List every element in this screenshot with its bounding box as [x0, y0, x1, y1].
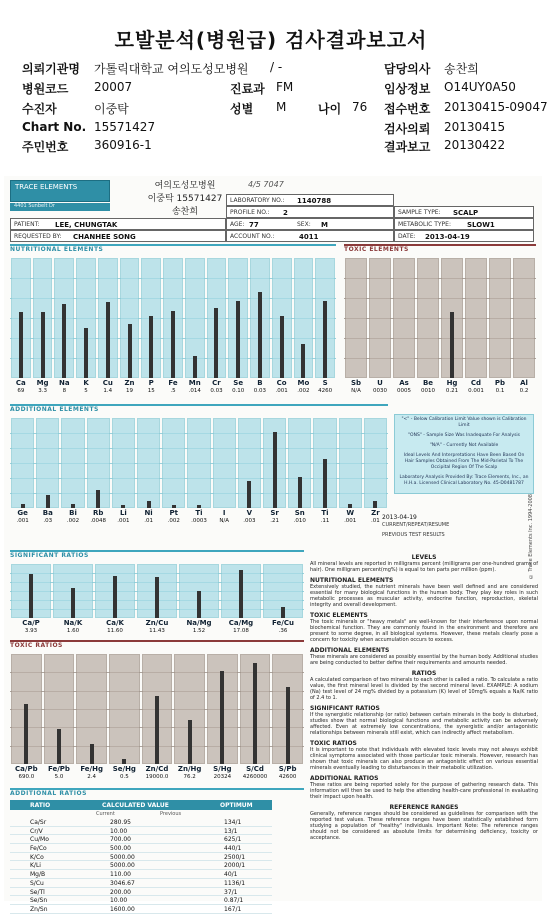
profile-row: PROFILE NO.: 2 [226, 206, 394, 218]
value-label: .010 [293, 518, 306, 524]
chart-bar [197, 505, 201, 508]
text-paragraph: These minerals are considered as possibly essential by the human body. Additional studies are being conducted to better define their requirements and amounts needed. [310, 654, 538, 666]
text-paragraph: If the synergistic relationship (or ratio) between certain minerals in the body is disturbed, studies show that normal biological functions and metabolic activity can be adversely affected. Even at extremely low concentrations, the synergistic and/or antagonistic relationships between minerals still exist, which can indirectly affect metabolism. [310, 712, 538, 736]
chart-bar [253, 663, 257, 764]
value-label: 5 [84, 388, 88, 394]
previous-label: PREVIOUS TEST RESULTS [382, 532, 445, 538]
section-toxic: TOXIC ELEMENTS [344, 244, 536, 252]
category-label: Rb [92, 509, 104, 517]
category-label: Na [59, 379, 70, 387]
category-label: Fe/Hg [80, 765, 103, 773]
category-label: Hg [446, 379, 458, 387]
text-heading: LEVELS [411, 554, 437, 561]
category-label: Mo [297, 379, 310, 387]
category-label: Ca/P [22, 619, 40, 627]
chart-bar [188, 720, 192, 764]
value-label: 2.4 [87, 774, 97, 780]
chart-column [112, 418, 135, 508]
category-label: P [148, 379, 154, 387]
chart-bar [247, 481, 251, 508]
category-label: Na/K [63, 619, 83, 627]
text-heading: ADDITIONAL RATIOS [310, 775, 379, 782]
value-label: .002 [167, 518, 180, 524]
label-sex: 성별 [230, 102, 254, 116]
value-label: 0.001 [468, 388, 484, 394]
chart-bar [450, 312, 454, 378]
value-label: .001 [275, 388, 288, 394]
lab-address: 4401 Sunbelt Dr [10, 203, 110, 211]
category-label: Ba [42, 509, 53, 517]
chart-bar [62, 304, 66, 378]
table-cell: 500.00 [110, 845, 131, 853]
chart-bar [24, 704, 28, 765]
category-label: S/Pb [278, 765, 297, 773]
category-label: Li [119, 509, 127, 517]
label-dept: 진료과 [230, 82, 265, 96]
nutritional-chart [10, 254, 336, 396]
value-label: 69 [17, 388, 25, 394]
text-paragraph: A calculated comparison of two minerals to each other is called a ratio. To calculate a ratio value, the first mineral level is divided by the second mineral level. EXAMPLE: A sodium (Na) test level of 24 mg% divided by a potassium (K) level of 10mg% equals a Na/K ratio of 2.4 to 1. [310, 677, 538, 701]
chart-bar [323, 301, 327, 378]
value-label: 0.5 [119, 774, 129, 780]
chart-bar [155, 696, 159, 764]
category-label: Ge [17, 509, 28, 517]
label-clinical-info: 임상정보 [384, 82, 431, 96]
category-label: Pt [169, 509, 179, 517]
value-label: 19000.0 [145, 774, 169, 780]
value-label: 11.43 [149, 628, 165, 634]
chart-bar [197, 591, 201, 618]
value-label: 0.03 [210, 388, 223, 394]
text-heading: TOXIC RATIOS [310, 740, 357, 747]
chart-bar [106, 302, 110, 378]
value-label: .002 [297, 388, 310, 394]
sample-row: SAMPLE TYPE: SCALP [394, 206, 534, 218]
chart-bar [113, 576, 117, 618]
value-label: 0.1 [495, 388, 505, 394]
table-row [10, 870, 272, 879]
table-cell: Zn/Sn [30, 905, 48, 913]
table-cell: S/Cu [30, 879, 44, 887]
value-label: .01 [371, 518, 380, 524]
category-label: Fe [168, 379, 178, 387]
category-label: Bi [69, 509, 77, 517]
chart-bar [301, 344, 305, 378]
age-sex-row: AGE: 77 SEX: M [226, 218, 394, 230]
table-cell: 110.00 [110, 871, 131, 879]
chart-bar [41, 312, 45, 378]
category-label: U [377, 379, 383, 387]
chart-bar [373, 501, 377, 508]
value-label: 4260000 [242, 774, 268, 780]
table-cell: 10.00 [110, 827, 128, 835]
category-label: S/Hg [213, 765, 232, 773]
category-label: K [83, 379, 89, 387]
label-doctor: 담당의사 [384, 62, 431, 76]
label-report-date: 결과보고 [384, 140, 431, 154]
table-cell: 2500/1 [224, 853, 246, 861]
table-cell: 625/1 [224, 836, 242, 844]
table-cell: 5000.00 [110, 862, 135, 870]
table-cell: Cu/Mo [30, 836, 49, 844]
label-patient: 수진자 [22, 102, 57, 116]
chart-column [364, 418, 387, 508]
category-label: Zn/Cd [145, 765, 169, 773]
value-label: 76.2 [183, 774, 196, 780]
value-label: N/A [351, 388, 361, 394]
text-paragraph: Generally, reference ranges should be considered as guidelines for comparison with the reported test values. These reference ranges have been statistically established form studying a population of "healthy" individuals. Important Note: The reference ranges should not be considered as absolute limits for determining deficiency, toxicity or acceptance. [310, 811, 538, 841]
table-cell: Cr/V [30, 827, 43, 835]
value-label: 4260 [318, 388, 333, 394]
value-age: 76 [352, 100, 368, 114]
chart-column [109, 654, 140, 764]
table-cell: 3046.67 [110, 879, 135, 887]
chart-bar [155, 577, 159, 618]
chart-column [345, 258, 367, 378]
value-label: .5 [170, 388, 176, 394]
value-label: 0.03 [253, 388, 267, 394]
value-label: 19 [126, 388, 134, 394]
value-label: .0048 [90, 518, 107, 524]
category-label: Sr [270, 509, 279, 517]
chart-column [465, 258, 487, 378]
category-label: Cr [212, 379, 221, 387]
chart-bar [298, 477, 302, 509]
chart-bar [239, 570, 243, 618]
category-label: Be [422, 379, 434, 387]
value-label: 1.4 [103, 388, 113, 394]
section-significant: SIGNIFICANT RATIOS [10, 550, 304, 558]
category-label: B [257, 379, 263, 387]
value-label: .01 [144, 518, 153, 524]
table-cell: 5000.00 [110, 853, 135, 861]
label-receipt-no: 접수번호 [384, 102, 431, 116]
chart-column [213, 418, 236, 508]
chart-bar [84, 328, 88, 378]
table-subheader: Current Previous [96, 811, 182, 817]
value-label: 8 [62, 388, 67, 394]
chart-bar [122, 759, 126, 765]
table-row [10, 861, 272, 870]
handwritten-note: 여의도성모병원 이중탁 15571427 송찬희 [147, 181, 223, 217]
chart-column [61, 418, 84, 508]
category-label: Ca/Pb [15, 765, 38, 773]
category-label: Co [276, 379, 287, 387]
chart-bar [171, 311, 175, 378]
value-chart-no: 15571427 [94, 120, 156, 134]
table-cell: Mg/B [30, 871, 46, 879]
table-cell: 440/1 [224, 845, 242, 853]
report-title: 모발분석(병원급) 검사결과보고서 [114, 28, 428, 52]
table-cell: 280.95 [110, 819, 131, 826]
chart-bar [348, 504, 352, 509]
value-label: .36 [278, 628, 288, 634]
table-row [10, 835, 272, 844]
table-cell: K/Co [30, 853, 44, 861]
table-cell: 1600.00 [110, 905, 135, 913]
text-heading: SIGNIFICANT RATIOS [310, 705, 380, 712]
category-label: As [399, 379, 409, 387]
text-paragraph: These ratios are being reported solely for the purpose of gathering research data. This information will then be used to help the attending health-care professional in evaluating their impact upon health. [310, 782, 538, 800]
value-label: 11.60 [107, 628, 123, 634]
category-label: Cd [470, 379, 482, 387]
category-label: Sb [350, 379, 362, 387]
chart-bar [286, 687, 290, 764]
patient-row: PATIENT: LEE, CHUNGTAK [10, 218, 226, 230]
table-cell: Fe/Co [30, 845, 47, 853]
value-label: 5.0 [54, 774, 64, 780]
category-label: Na/Mg [186, 619, 212, 627]
category-label: Zn [124, 379, 135, 387]
chart-bar [280, 316, 284, 378]
lab-no-row: LABORATORY NO.: 1140788 [226, 194, 394, 206]
additional-ratios-table [10, 800, 272, 914]
table-cell: 13/1 [224, 827, 238, 835]
value-hospital-code: 20007 [94, 80, 133, 94]
chart-column [339, 418, 362, 508]
category-label: Fe/Cu [272, 619, 294, 627]
chart-bar [172, 505, 176, 508]
category-label: Mn [188, 379, 201, 387]
value-patient: 이중탁 [94, 102, 129, 116]
value-label: .014 [188, 388, 201, 394]
chart-column [417, 258, 439, 378]
chart-bar [258, 292, 262, 378]
table-cell: Se/Sn [30, 897, 48, 905]
text-heading: REFERENCE RANGES [389, 804, 459, 811]
chart-bar [57, 729, 61, 764]
chart-bar [193, 356, 197, 378]
table-row [10, 905, 272, 914]
copyright-stamp: © Trace Elements Inc. 1994-2008 [528, 494, 534, 580]
value-clinical-info: O14UY0A50 [444, 80, 516, 94]
chart-column [369, 258, 391, 378]
chart-bar [90, 744, 94, 764]
text-paragraph: Extensively studied, the nutrient minerals have been well defined and are considered essential for many biological functions in the human body. They play key roles in such metabolic processes as muscular activity, endocrine function, reproduction, skeletal integrity and overall development. [310, 584, 538, 608]
table-row [10, 853, 272, 862]
date-row: DATE: 2013-04-19 [394, 230, 534, 242]
chart-bar [46, 495, 50, 509]
table-row [10, 827, 272, 836]
value-label: .002 [66, 518, 80, 524]
chart-bar [96, 490, 100, 508]
chart-bar [71, 504, 75, 509]
category-label: Ni [144, 509, 153, 517]
value-label: 690.0 [18, 774, 35, 780]
chart-bar [21, 504, 25, 509]
label-institution: 의뢰기관명 [22, 62, 80, 76]
category-label: Fe/Pb [48, 765, 70, 773]
metabolic-row: METABOLIC TYPE: SLOW1 [394, 218, 534, 230]
chart-bar [71, 588, 75, 618]
value-label: 20324 [213, 774, 232, 780]
table-header: RATIO CALCULATED VALUE OPTIMUM [10, 800, 272, 810]
table-row [10, 844, 272, 853]
value-label: 0010 [421, 388, 435, 394]
value-dept: FM [276, 80, 294, 94]
chart-bar [281, 607, 285, 618]
value-label: .003 [243, 518, 256, 524]
text-heading: NUTRITIONAL ELEMENTS [310, 577, 394, 584]
value-label: .21 [270, 518, 279, 524]
chart-bar [128, 324, 132, 378]
value-label: 0.21 [445, 388, 459, 394]
table-cell: 40/1 [224, 871, 238, 879]
chart-bar [214, 308, 218, 378]
value-label: 0.10 [232, 388, 245, 394]
value-label: 42600 [278, 774, 297, 780]
chart-bar [236, 301, 240, 378]
value-label: .0003 [191, 518, 207, 524]
category-label: Ti [195, 509, 203, 517]
table-cell: 167/1 [224, 905, 242, 913]
value-label: 0005 [397, 388, 411, 394]
category-label: Zn/Cu [145, 619, 169, 627]
chart-bar [29, 574, 33, 618]
value-report-date: 20130422 [444, 138, 506, 152]
label-hospital-code: 병원코드 [22, 82, 69, 96]
chart-column [162, 418, 185, 508]
category-label: Al [520, 379, 528, 387]
category-label: Se/Hg [112, 765, 136, 773]
section-additional-ratios: ADDITIONAL RATIOS [10, 788, 304, 796]
category-label: Mg [36, 379, 49, 387]
chart-column [489, 258, 511, 378]
notes-box: "<" - Below Calibration Limit Value shown is Calibration Limit "ONS" - Sample Size Was Inadequate For Analysis "N/A" - Currently Not Available Ideal Levels And Interpretations Have Been Based On Hair Samples Obtained From The Mid-Parietal To The Occipital Region Of The Scalp Laboratory Analysis Provided By: Trace Elements, Inc., an H.H.a. Licensed Clinical Laboratory No. 45-D0481787 [394, 414, 534, 494]
value-label: 0030 [373, 388, 387, 394]
table-cell: 10.00 [110, 897, 128, 905]
additional-chart [10, 414, 388, 526]
table-row [10, 896, 272, 905]
value-label: 1.52 [192, 628, 206, 634]
category-label: Zn/Hg [177, 765, 202, 773]
report-date: 2013-04-19 [382, 514, 417, 521]
category-label: Ca [15, 379, 26, 387]
value-label: 17.08 [233, 628, 249, 634]
table-row [10, 879, 272, 888]
explanation-text [310, 550, 538, 841]
value-label: 3.3 [38, 388, 47, 394]
chart-bar [220, 671, 224, 765]
category-label: V [246, 509, 253, 517]
label-chart-no: Chart No. [22, 120, 87, 134]
value-label: 3.93 [24, 628, 38, 634]
lab-logo: TRACE ELEMENTS [10, 180, 110, 202]
text-paragraph: The toxic minerals or "heavy metals" are well-known for their interference upon normal biochemical function. They are commonly found in the environment and therefore are present to some degree, in all biological systems. However, these metals clearly pose a concern for toxicity when accumulation occurs to excess. [310, 619, 538, 643]
value-label: 15 [147, 388, 155, 394]
chart-bar [323, 459, 327, 509]
significant-ratios-chart [10, 560, 304, 636]
value-label: .001 [16, 518, 29, 524]
table-cell: Se/Tl [30, 888, 45, 896]
value-label: .03 [43, 518, 53, 524]
label-request-date: 검사의뢰 [384, 122, 431, 136]
value-label: 1.60 [66, 628, 80, 634]
toxic-ratios-chart [10, 650, 304, 782]
text-heading: RATIOS [411, 670, 437, 677]
value-receipt-no: 20130415-09047 [444, 100, 548, 114]
account-row: ACCOUNT NO.: 4011 [226, 230, 394, 242]
section-nutritional: NUTRITIONAL ELEMENTS [10, 244, 336, 252]
chart-bar [121, 505, 125, 508]
value-label: N/A [219, 518, 230, 524]
value-label: .001 [344, 518, 357, 524]
chart-bar [19, 312, 23, 378]
table-row [10, 818, 272, 827]
category-label: W [346, 509, 355, 517]
category-label: S [322, 379, 328, 387]
category-label: Sn [294, 509, 305, 517]
label-age: 나이 [318, 102, 342, 116]
table-cell: 2000/1 [224, 862, 246, 870]
section-toxic-ratios: TOXIC RATIOS [10, 640, 304, 648]
value-label: .001 [117, 518, 130, 524]
category-label: S/Cd [246, 765, 264, 773]
value-request-date: 20130415 [444, 120, 506, 134]
table-cell: 0.87/1 [224, 897, 244, 905]
table-row [10, 888, 272, 897]
value-doctor: 송찬희 [444, 62, 479, 76]
text-paragraph: It is important to note that individuals with elevated toxic levels may not always exhibit clinical symptoms associated with those particular toxic minerals. However, research has shown that toxic minerals can also produce an antagonistic effect on various essential minerals eventually leading to disturbances in their metabolic utilization. [310, 747, 538, 771]
value-resident-no: 360916-1 [94, 138, 152, 152]
chart-column [187, 418, 210, 508]
label-resident-no: 주민번호 [22, 140, 69, 154]
table-cell: 1136/1 [224, 879, 246, 887]
toxic-chart [344, 254, 536, 396]
section-additional: ADDITIONAL ELEMENTS [10, 404, 388, 412]
table-cell: K/Li [30, 862, 41, 870]
value-dept-slash: / - [270, 60, 283, 74]
category-label: Pb [494, 379, 506, 387]
category-label: I [222, 509, 226, 517]
value-institution: 가톨릭대학교 여의도성모병원 [94, 62, 249, 76]
chart-bar [149, 316, 153, 378]
category-label: Ca/K [106, 619, 124, 627]
table-cell: 37/1 [224, 888, 238, 896]
text-heading: ADDITIONAL ELEMENTS [310, 647, 390, 654]
category-label: Ca/Mg [228, 619, 254, 627]
value-label: 0.2 [519, 388, 529, 394]
category-label: Se [233, 379, 244, 387]
value-label: .11 [320, 518, 330, 524]
table-cell: 700.00 [110, 836, 131, 844]
chart-column [513, 258, 535, 378]
text-paragraph: All mineral levels are reported in milligrams percent (milligrams per one-hundred grams of hair). One milligram percent(mg%) is equal to ten parts per million (ppm). [310, 561, 538, 573]
category-label: Zr [371, 509, 380, 517]
category-label: Ti [321, 509, 329, 517]
value-sex: M [276, 100, 287, 114]
table-cell: Ca/Sr [30, 819, 47, 826]
requested-row: REQUESTED BY: CHANHEE SONG [10, 230, 226, 242]
scanned-report [4, 176, 542, 913]
chart-bar [273, 432, 277, 509]
chart-bar [147, 501, 151, 508]
text-heading: TOXIC ELEMENTS [310, 612, 368, 619]
table-cell: 200.00 [110, 888, 131, 896]
chart-column [137, 418, 160, 508]
chart-column [393, 258, 415, 378]
handwritten-scribble: 4/5 7047 [248, 180, 284, 189]
chart-column [11, 418, 34, 508]
table-cell: 134/1 [224, 819, 242, 826]
current-label: CURRENT/REPEAT/RESUME [382, 522, 450, 528]
category-label: Cu [102, 379, 113, 387]
